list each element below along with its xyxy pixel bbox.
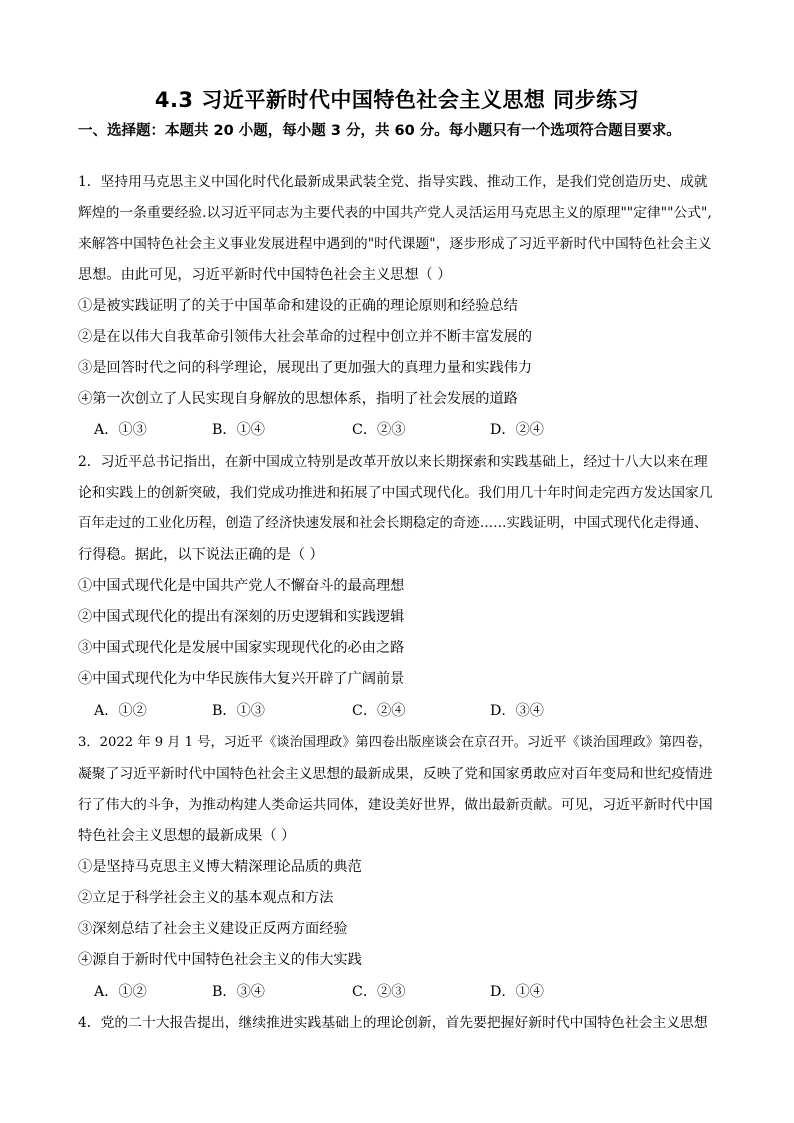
q3-options [94, 983, 614, 1001]
q2-statement-3: ③中国式现代化是发展中国家实现现代化的必由之路 [78, 640, 405, 656]
q4-line-1: 4．党的二十大报告提出，继续推进实践基础上的理论创新，首先要把握好新时代中国特色社会主义思想 [78, 1015, 708, 1031]
q3-line-2: 凝聚了习近平新时代中国特色社会主义思想的最新成果，反映了党和国家勇敢应对百年变局和世纪疫情进 [78, 766, 713, 782]
q1-statement-2: ②是在以伟大自我革命引领伟大社会革命的过程中创立并不断丰富发展的 [78, 329, 533, 345]
q2-line-2: 论和实践上的创新突破，我们党成功推进和拓展了中国式现代化。我们用几十年时间走完西方发达国家几 [78, 485, 713, 501]
q1-option-b[interactable]: B．①④ [212, 422, 265, 438]
q2-line-4: 行得稳。据此，以下说法正确的是（ ） [78, 547, 324, 563]
q1-options [94, 421, 614, 439]
q2-option-d[interactable]: D．③④ [490, 703, 544, 719]
q1-statement-1: ①是被实践证明了的关于中国革命和建设的正确的理论原则和经验总结 [78, 298, 518, 314]
q3-option-c[interactable]: C．②③ [352, 984, 406, 1000]
q1-statement-4: ④第一次创立了人民实现自身解放的思想体系，指明了社会发展的道路 [78, 391, 518, 407]
q2-option-b[interactable]: B．①③ [212, 703, 265, 719]
q1-statement-3: ③是回答时代之问的科学理论，展现出了更加强大的真理力量和实践伟力 [78, 360, 533, 376]
q3-option-b[interactable]: B．③④ [212, 984, 265, 1000]
q2-option-a[interactable]: A．①② [94, 703, 147, 719]
q2-line-3: 百年走过的工业化历程，创造了经济快速发展和社会长期稳定的奇迹……实践证明，中国式现代化走得通、 [78, 516, 708, 531]
q2-options [94, 702, 614, 720]
q3-statement-2: ②立足于科学社会主义的基本观点和方法 [78, 890, 334, 906]
q3-statement-4: ④源自于新时代中国特色社会主义的伟大实践 [78, 952, 362, 968]
q1-line-2: 辉煌的一条重要经验.以习近平同志为主要代表的中国共产党人灵活运用马克思主义的原理""定律""公式", [78, 205, 712, 221]
q3-option-a[interactable]: A．①② [94, 984, 147, 1000]
q1-line-1: 1．坚持用马克思主义中国化时代化最新成果武装全党、指导实践、推动工作，是我们党创造历史、成就 [78, 174, 708, 190]
q1-option-c[interactable]: C．②③ [352, 422, 406, 438]
q3-line-3: 行了伟大的斗争，为推动构建人类命运共同体，建设美好世界，做出最新贡献。可见，习近平新时代中国 [78, 797, 713, 813]
q2-option-c[interactable]: C．②④ [352, 703, 406, 719]
q3-line-1: 3．2022 年 9 月 1 号，习近平《谈治国理政》第四卷出版座谈会在京召开。习近平《谈治国理政》第四卷， [78, 735, 712, 750]
q3-option-d[interactable]: D．①④ [490, 984, 544, 1000]
q3-statement-3: ③深刻总结了社会主义建设正反两方面经验 [78, 921, 348, 937]
q1-option-a[interactable]: A．①③ [94, 422, 147, 438]
q1-line-4: 思想。由此可见，习近平新时代中国特色社会主义思想（ ） [78, 267, 452, 283]
q1-line-3: 来解答中国特色社会主义事业发展进程中遇到的"时代课题"，逐步形成了习近平新时代中国特色社会主义 [78, 236, 712, 252]
q3-line-4: 特色社会主义思想的最新成果（ ） [78, 828, 296, 844]
section-heading: 一、选择题：本题共 20 小题，每小题 3 分，共 60 分。每小题只有一个选项符合题目要求。 [78, 123, 681, 139]
q3-statement-1-visible: ①是坚持马克思主义博大精深理论品质的典范 [78, 859, 362, 875]
q1-option-d[interactable]: D．②④ [490, 422, 544, 438]
page-title: 4.3 习近平新时代中国特色社会主义思想 同步练习 [154, 88, 640, 112]
q2-statement-4: ④中国式现代化为中华民族伟大复兴开辟了广阔前景 [78, 671, 405, 687]
q2-statement-2: ②中国式现代化的提出有深刻的历史逻辑和实践逻辑 [78, 609, 405, 625]
q2-line-1: 2．习近平总书记指出，在新中国成立特别是改革开放以来长期探索和实践基础上，经过十八大以来在理 [78, 454, 708, 470]
q2-statement-1: ①中国式现代化是中国共产党人不懈奋斗的最高理想 [78, 578, 405, 594]
